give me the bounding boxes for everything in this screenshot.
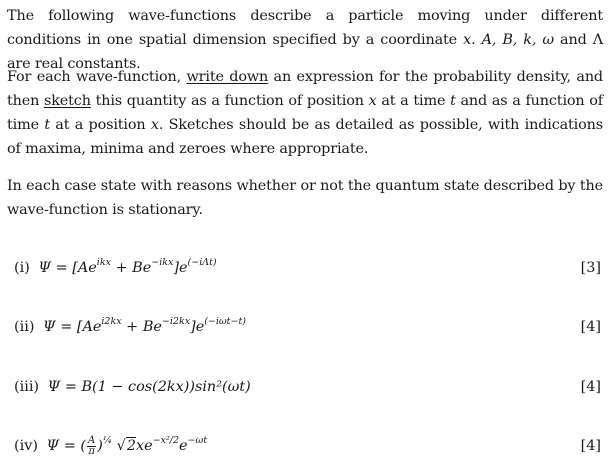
- expr-part: xe: [135, 438, 153, 454]
- fraction: [87, 436, 96, 457]
- stationary-text: In each case state with reasons whether or not the quantum state described by the wave-function is stationary.: [7, 178, 603, 218]
- constants-list: A, B, k, ω: [481, 32, 554, 48]
- write-down-emphasis: write down: [186, 69, 269, 85]
- task-paragraph: [7, 65, 603, 161]
- task-text: For each wave-function,: [7, 69, 187, 85]
- sketch-emphasis: sketch: [44, 93, 91, 109]
- question-number: (iii): [14, 379, 40, 395]
- wave-function-expression: [47, 432, 208, 460]
- fraction-numerator: A: [88, 434, 96, 446]
- var-x: x: [368, 93, 377, 109]
- expr-part: Be: [132, 260, 152, 276]
- intro-text: .: [471, 32, 482, 48]
- intro-text: and: [553, 32, 593, 48]
- intro-text: are real constants.: [7, 56, 141, 72]
- expr-part: ]e: [173, 260, 188, 276]
- expr-part: Ψ = [: [43, 319, 83, 335]
- exponent: −ωt: [187, 435, 208, 446]
- expr-part: +: [110, 260, 133, 276]
- exponent: −x²/2: [152, 435, 179, 446]
- expr-part: Ψ = (: [46, 438, 86, 454]
- expr-part: ]e: [190, 319, 205, 335]
- marks-label: [3]: [580, 260, 601, 276]
- exponent: (−iΛt): [187, 257, 217, 268]
- expr-part: Ae: [77, 260, 97, 276]
- radicand: 2: [126, 438, 136, 454]
- exponent: i2kx: [101, 316, 122, 327]
- expr-part: Ae: [82, 319, 102, 335]
- wave-function-expression: [43, 313, 246, 341]
- question-1: [14, 254, 603, 282]
- question-3: [14, 373, 603, 401]
- exponent: (−iωt−t): [204, 316, 246, 327]
- question-number: (ii): [14, 319, 35, 335]
- task-text: at a time: [376, 93, 451, 109]
- stationary-paragraph: [7, 174, 603, 222]
- fraction-denominator: π: [88, 445, 95, 457]
- exponent: −i2kx: [161, 316, 191, 327]
- square-root: √2: [116, 438, 136, 454]
- question-2: [14, 313, 603, 341]
- var-t: t: [44, 117, 50, 133]
- exponent: ikx: [96, 257, 111, 268]
- question-number: (iv): [14, 438, 38, 454]
- expr-part: Be: [142, 319, 162, 335]
- question-4: [14, 432, 603, 460]
- marks-label: [4]: [580, 379, 601, 395]
- intro-text: The following wave-functions describe a particle moving under different conditions in one spatial dimension specified by a coordinate: [7, 8, 603, 48]
- expr-part: e: [179, 438, 188, 454]
- task-text: this quantity as a function of position: [90, 93, 369, 109]
- var-x: x: [463, 32, 472, 48]
- wave-function-expression: [38, 254, 216, 282]
- expr-part: Ψ = [: [38, 260, 78, 276]
- marks-label: [4]: [580, 319, 601, 335]
- wave-function-expression: Ψ = B(1 − cos(2kx))sin²(ωt): [47, 379, 251, 395]
- var-lambda: Λ: [592, 32, 603, 48]
- exponent: ¼: [102, 435, 113, 446]
- question-number: (i): [14, 260, 30, 276]
- expr-part: ): [97, 438, 103, 454]
- task-text: . Sketches should be as detailed as possible, with indications of maxima, minima and zeroes where appropriate.: [7, 117, 603, 157]
- marks-label: [4]: [580, 438, 601, 454]
- task-text: an expression for the probability density, and then: [7, 69, 603, 109]
- var-x: x: [150, 117, 159, 133]
- task-text: at a position: [49, 117, 151, 133]
- var-t: t: [450, 93, 456, 109]
- exponent: −ikx: [151, 257, 174, 268]
- expr-part: +: [121, 319, 143, 335]
- task-text: and as a function of time: [7, 93, 603, 133]
